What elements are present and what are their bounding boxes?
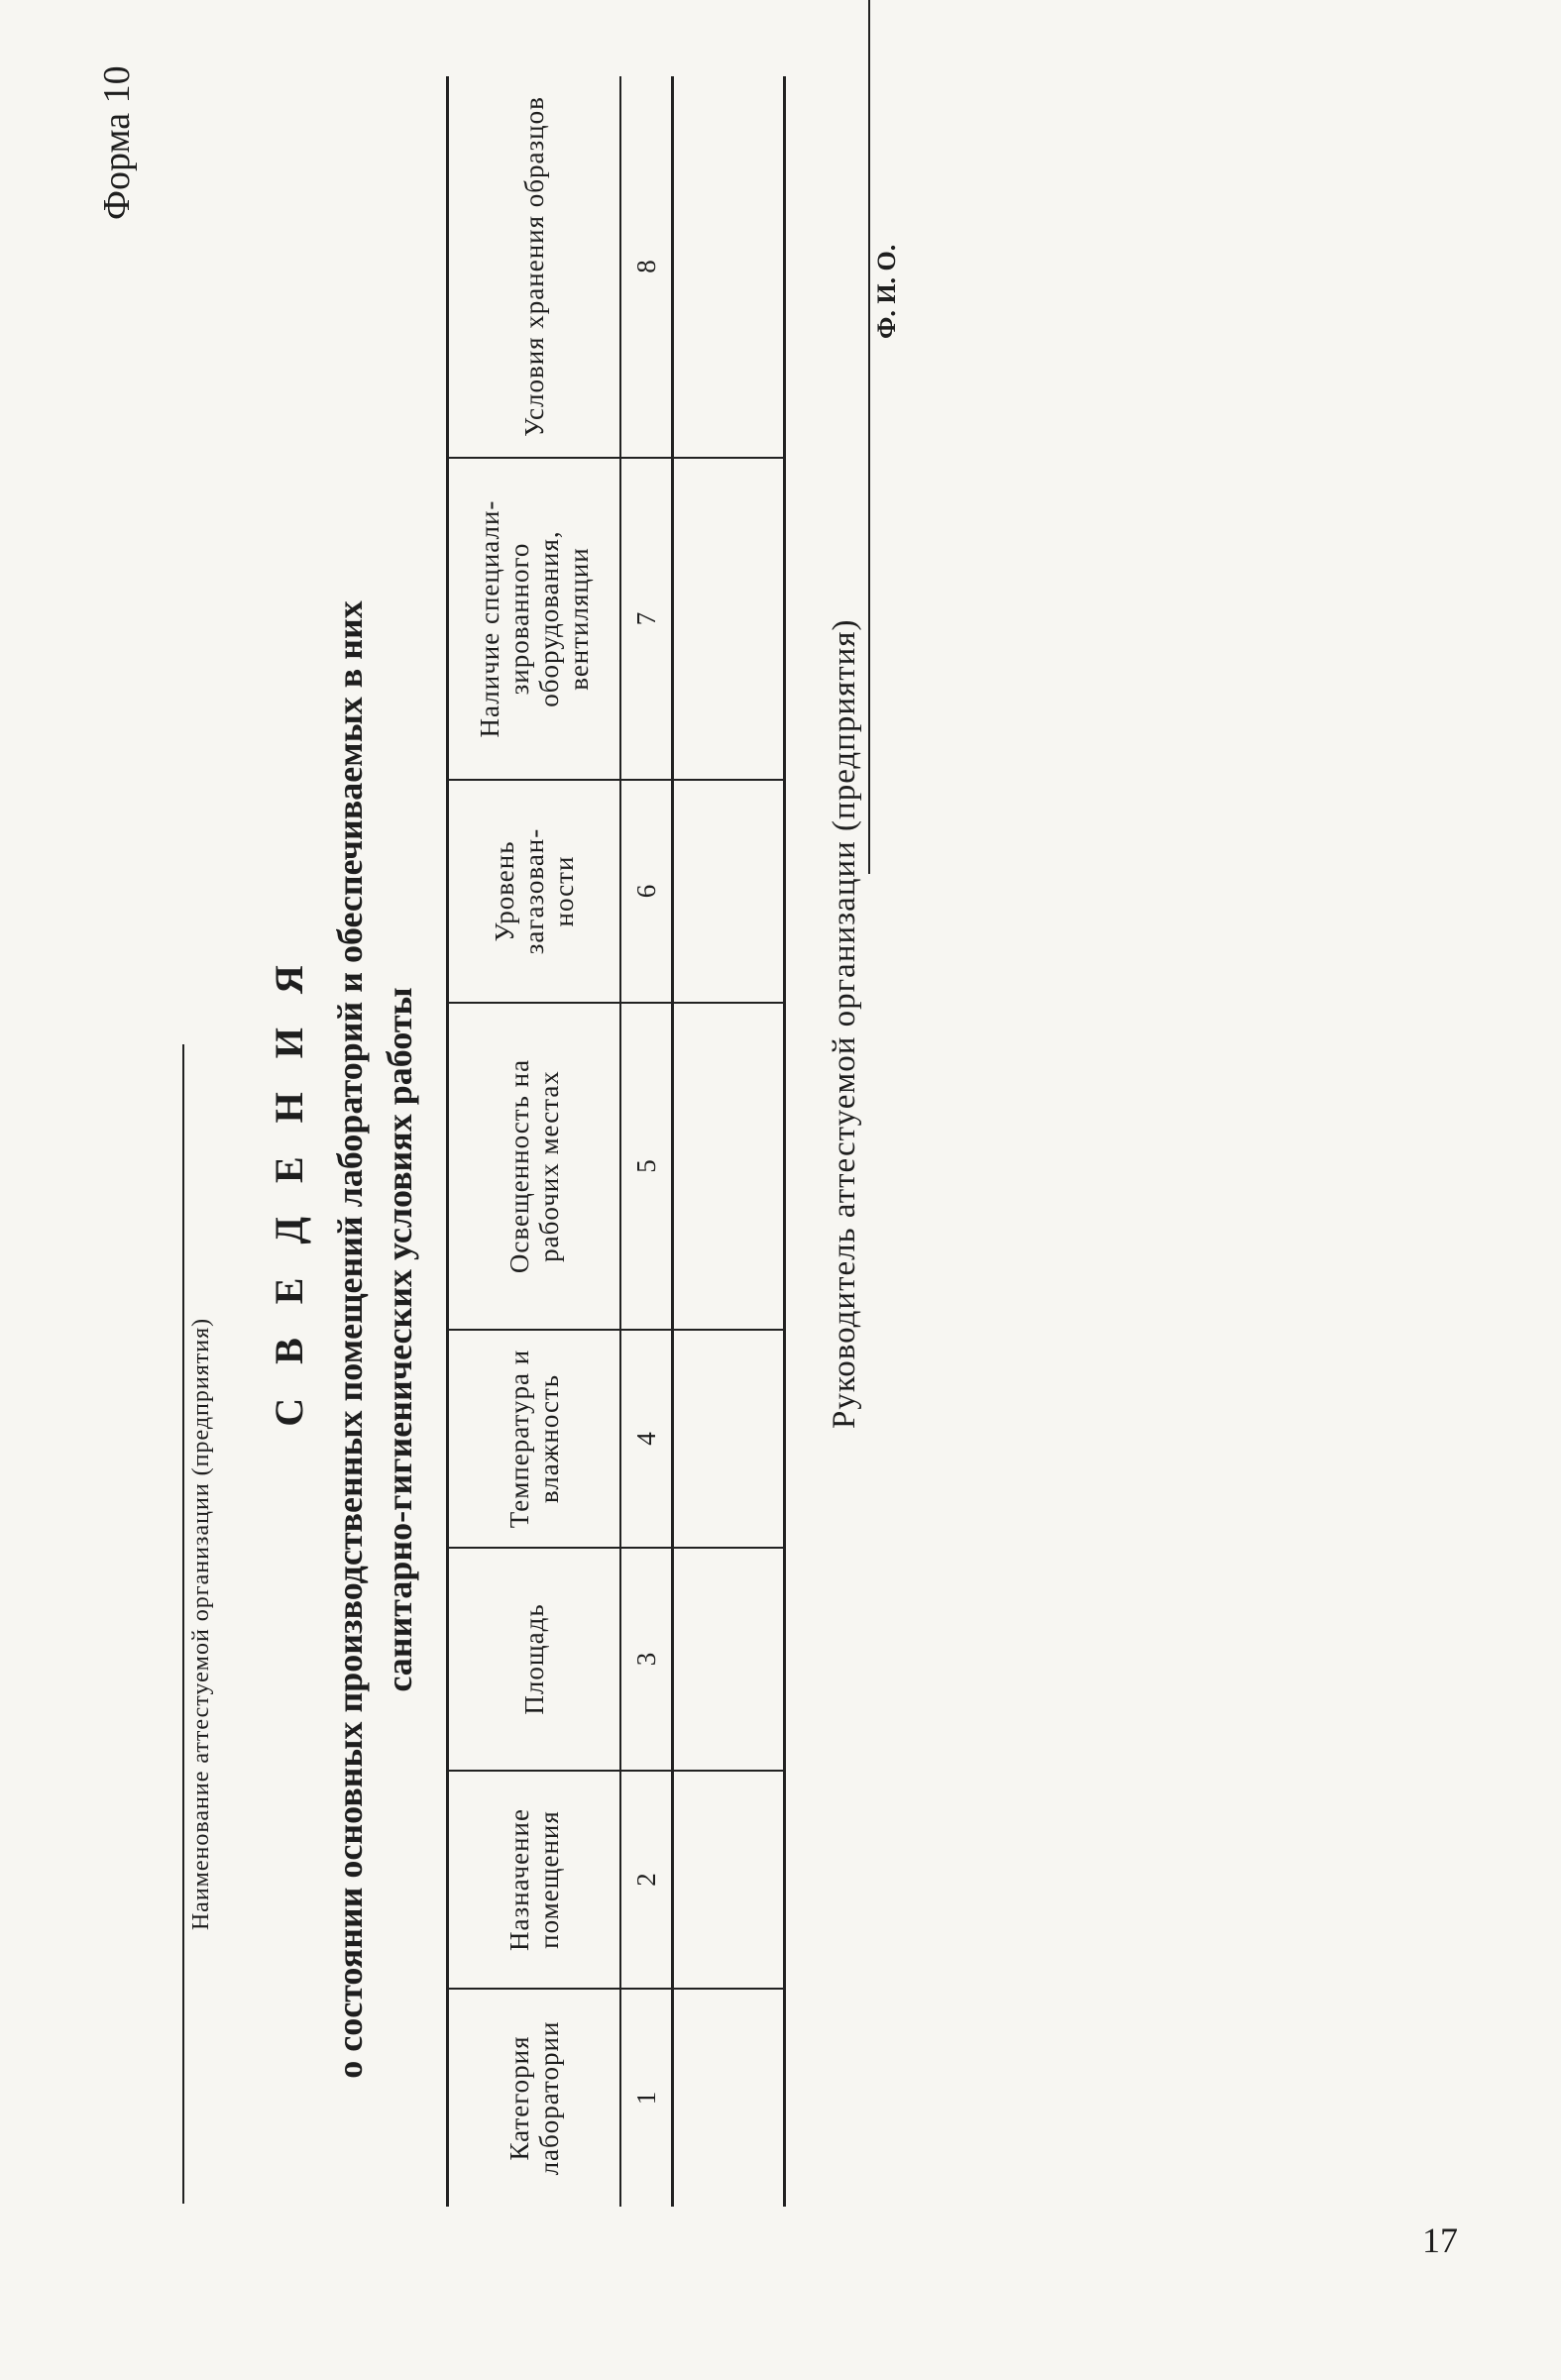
signature-line [868,0,870,874]
table-cell [673,780,785,1003]
col-number: 8 [620,76,673,458]
col-header-storage: Условия хранения образцов [448,76,621,458]
table-cell [673,1548,785,1771]
lab-info-table [446,76,786,2207]
table-cell [673,1330,785,1548]
col-number: 1 [620,1989,673,2207]
col-header-category: Категория лаборатории [448,1989,621,2207]
col-header-lighting: Освещенность на рабочих местах [448,1003,621,1330]
col-number: 6 [620,780,673,1003]
table-cell [673,1003,785,1330]
org-caption: Наименование аттестуемой организации (предприятия) [188,1317,214,1931]
table-cell [673,76,785,458]
col-number: 2 [620,1771,673,1989]
col-number: 4 [620,1330,673,1548]
col-header-equipment: Наличие специали-зированного оборудования, вентиляции [448,458,621,780]
document-title: С В Е Д Е Н И Я [267,953,311,1427]
col-number: 7 [620,458,673,780]
page-number: 17 [1422,2220,1458,2260]
org-name-line [182,1044,184,2204]
col-number: 5 [620,1003,673,1330]
document-subtitle: о состоянии основных производственных помещений лабораторий и обеспечиваемых в них санитарно-гигиенических условиях работы [330,600,419,2079]
table-cell [673,1771,785,1989]
fio-label: Ф. И. О. [872,244,901,339]
col-header-gas-level: Уровень загазован-ности [448,780,621,1003]
col-header-area: Площадь [448,1548,621,1771]
form-label: Форма 10 [96,65,138,220]
empty-data-row [673,76,785,2207]
table-cell [673,458,785,780]
signer-label: Руководитель аттестуемой организации (предприятия) [827,618,862,1429]
table-cell [673,1989,785,2207]
col-number: 3 [620,1548,673,1771]
col-header-temperature: Температура и влажность [448,1330,621,1548]
col-header-purpose: Назначение помещения [448,1771,621,1989]
